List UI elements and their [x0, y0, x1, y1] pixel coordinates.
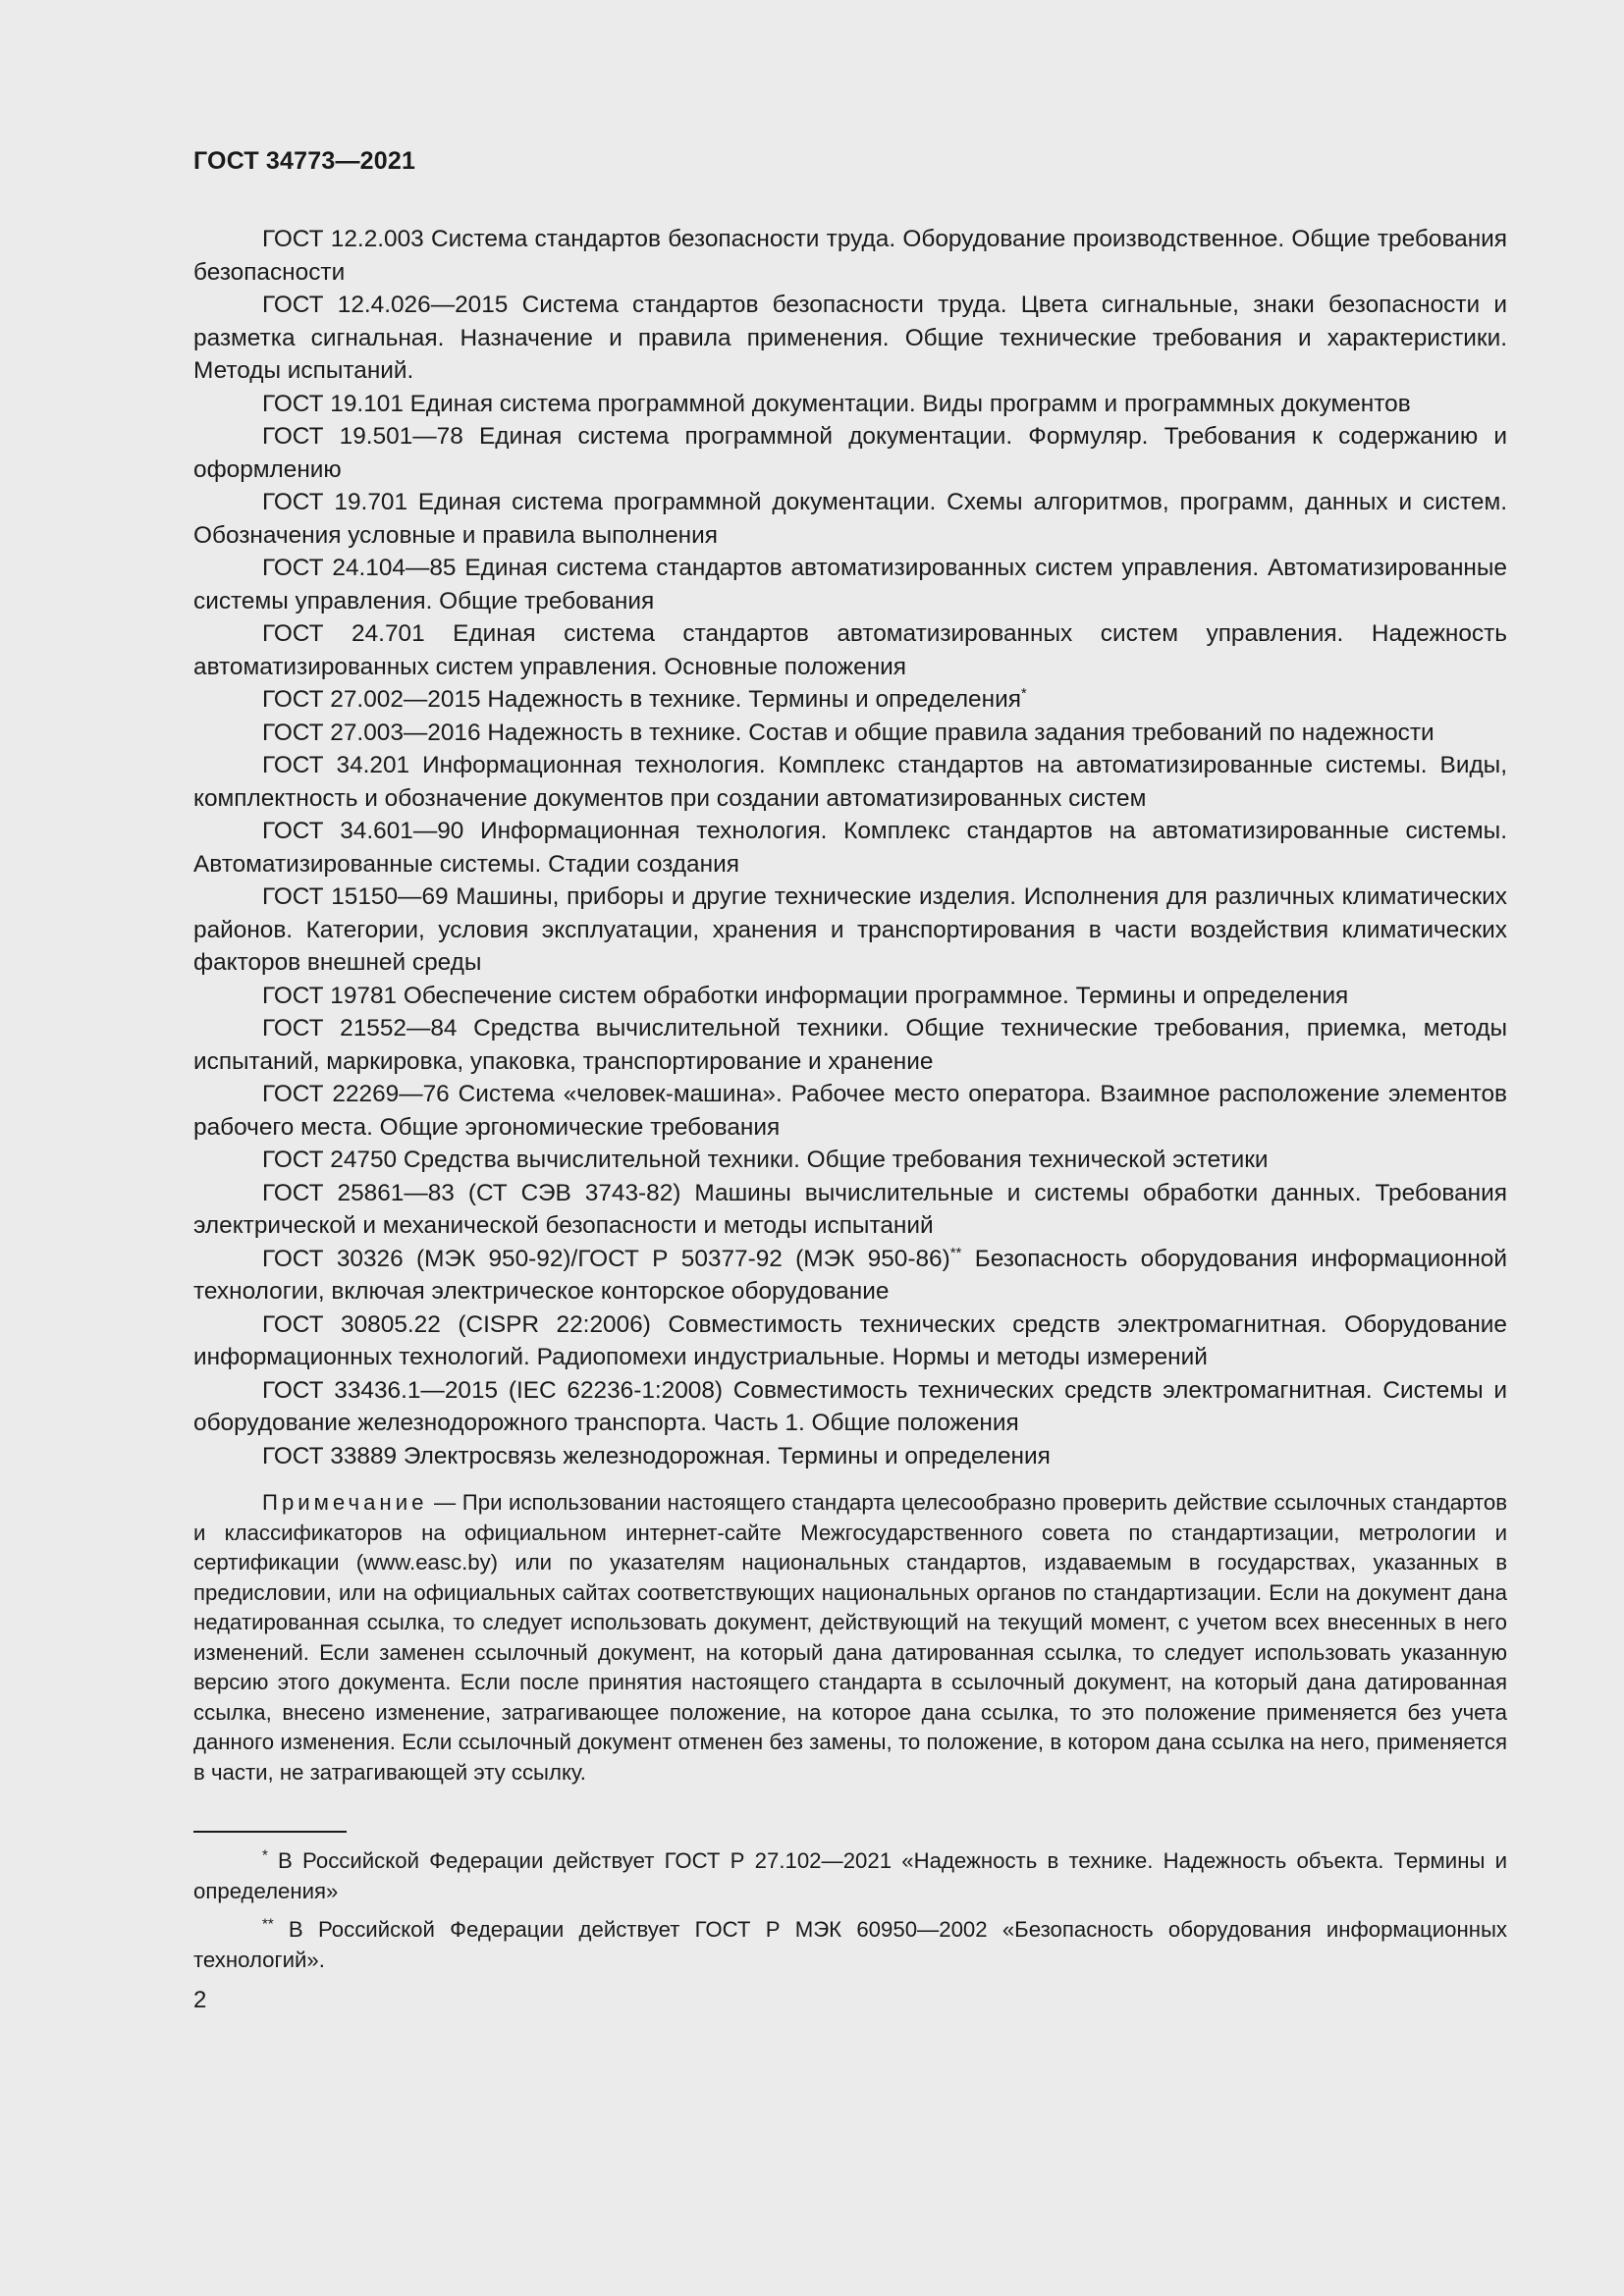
footnote-mark: *	[262, 1846, 268, 1864]
reference-item: ГОСТ 19.501—78 Единая система программной документации. Формуляр. Требования к содержанию и оформлению	[193, 423, 1507, 483]
reference-item: ГОСТ 21552—84 Средства вычислительной техники. Общие технические требования, приемка, методы испытаний, маркировка, упаковка, транспортирование и хранение	[193, 1015, 1507, 1075]
document-page	[193, 147, 1507, 2014]
normative-references-list	[193, 223, 1507, 1472]
reference-item: ГОСТ 19.701 Единая система программной документации. Схемы алгоритмов, программ, данных и систем. Обозначения условные и правила выполнения	[193, 489, 1507, 549]
reference-item: ГОСТ 15150—69 Машины, приборы и другие технические изделия. Исполнения для различных климатических районов. Категории, условия эксплуатации, хранения и транспортирования в части воздействия климатических факторов внешней среды	[193, 883, 1507, 976]
reference-item: ГОСТ 25861—83 (СТ СЭВ 3743-82) Машины вычислительные и системы обработки данных. Требования электрической и механической безопасности и методы испытаний	[193, 1179, 1507, 1239]
footnote-item: * В Российской Федерации действует ГОСТ Р 27.102—2021 «Надежность в технике. Надежность объекта. Термины и определения»	[193, 1846, 1507, 1903]
reference-item: ГОСТ 19.101 Единая система программной документации. Виды программ и программных документов	[262, 390, 1411, 417]
reference-item: ГОСТ 33889 Электросвязь железнодорожная. Термины и определения	[262, 1442, 1051, 1469]
footnote-divider	[193, 1831, 347, 1833]
reference-item: ГОСТ 27.003—2016 Надежность в технике. Состав и общие правила задания требований по надежности	[262, 719, 1435, 746]
reference-item: ГОСТ 27.002—2015 Надежность в технике. Термины и определения*	[262, 684, 1027, 713]
footnote-item: ** В Российской Федерации действует ГОСТ Р МЭК 60950—2002 «Безопасность оборудования информационных технологий».	[193, 1915, 1507, 1972]
reference-item: ГОСТ 34.201 Информационная технология. Комплекс стандартов на автоматизированные системы. Виды, комплектность и обозначение документов при создании автоматизированных систем	[193, 752, 1507, 812]
page-number: 2	[193, 1987, 207, 2013]
document-code-header: ГОСТ 34773—2021	[193, 147, 416, 175]
reference-item: ГОСТ 30326 (МЭК 950-92)/ГОСТ Р 50377-92 (МЭК 950-86)** Безопасность оборудования информационной технологии, включая электрическое конторское оборудование	[193, 1244, 1507, 1305]
reference-item: ГОСТ 34.601—90 Информационная технология. Комплекс стандартов на автоматизированные системы. Автоматизированные системы. Стадии создания	[193, 818, 1507, 878]
reference-item: ГОСТ 12.2.003 Система стандартов безопасности труда. Оборудование производственное. Общие требования безопасности	[193, 226, 1507, 286]
note-text: — При использовании настоящего стандарта целесообразно проверить действие ссылочных стандартов и классификаторов на официальном интернет-сайте Межгосударственного совета по стандартизации, метрологии и сертификации (www.easc.by) или по указателям национальных стандартов, издаваемым в государствах, указанных в предисловии, или на официальных сайтах соответствующих национальных органов по стандартизации. Если на документ дана недатированная ссылка, то следует использовать документ, действующий на текущий момент, с учетом всех внесенных в него изменений. Если заменен ссылочный документ, на который дана датированная ссылка, то следует использовать указанную версию этого документа. Если после принятия настоящего стандарта в ссылочный документ, на который дана датированная ссылка, внесено изменение, затрагивающее положение, на которое дана ссылка, то это положение применяется без учета данного изменения. Если ссылочный документ отменен без замены, то положение, в котором дана ссылка на него, применяется в части, не затрагивающей эту ссылку.	[193, 1490, 1507, 1785]
footnote-mark: **	[262, 1915, 274, 1933]
reference-item: ГОСТ 24.701 Единая система стандартов автоматизированных систем управления. Надежность автоматизированных систем управления. Основные положения	[193, 620, 1507, 680]
footnote-mark: *	[1020, 684, 1027, 702]
note-label: Примечание	[262, 1490, 428, 1515]
reference-item: ГОСТ 22269—76 Система «человек-машина». Рабочее место оператора. Взаимное расположение элементов рабочего места. Общие эргономические требования	[193, 1081, 1507, 1141]
footnote-mark: **	[949, 1244, 962, 1261]
reference-item: ГОСТ 12.4.026—2015 Система стандартов безопасности труда. Цвета сигнальные, знаки безопасности и разметка сигнальная. Назначение и правила применения. Общие технические требования и характеристики. Методы испытаний.	[193, 292, 1507, 384]
reference-item: ГОСТ 33436.1—2015 (IEC 62236-1:2008) Совместимость технических средств электромагнитная. Системы и оборудование железнодорожного транспорта. Часть 1. Общие положения	[193, 1376, 1507, 1436]
reference-item: ГОСТ 30805.22 (CISPR 22:2006) Совместимость технических средств электромагнитная. Оборудование информационных технологий. Радиопомехи индустриальные. Нормы и методы измерений	[193, 1310, 1507, 1370]
reference-item: ГОСТ 24750 Средства вычислительной техники. Общие требования технической эстетики	[262, 1147, 1269, 1173]
note-paragraph	[193, 1488, 1507, 1788]
reference-item: ГОСТ 24.104—85 Единая система стандартов автоматизированных систем управления. Автоматизированные системы управления. Общие требования	[193, 555, 1507, 614]
reference-item: ГОСТ 19781 Обеспечение систем обработки информации программное. Термины и определения	[262, 982, 1349, 1009]
